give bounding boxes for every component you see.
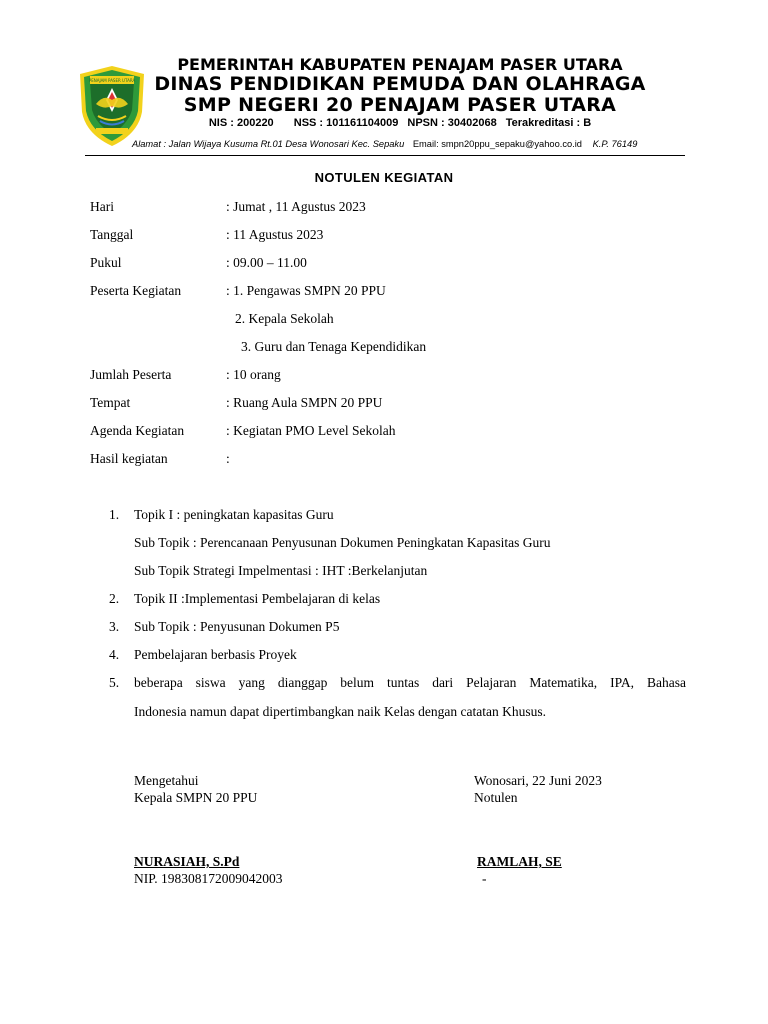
value-peserta-2: 2. Kepala Sekolah	[235, 311, 334, 326]
value-agenda: : Kegiatan PMO Level Sekolah	[226, 423, 396, 438]
sign-left-heading: Mengetahui	[134, 773, 199, 788]
email-text: Email: smpn20ppu_sepaku@yahoo.co.id	[412, 139, 582, 149]
label-tempat: Tempat	[90, 395, 131, 410]
word: dianggap	[277, 675, 328, 690]
word: Bahasa	[646, 675, 686, 690]
document-title: NOTULEN KEGIATAN	[314, 170, 454, 185]
list-number-3: 3.	[109, 619, 120, 634]
word: yang	[238, 675, 265, 690]
word: siswa	[195, 675, 226, 690]
svg-text:PENAJAM PASER UTARA: PENAJAM PASER UTARA	[88, 78, 136, 83]
letterhead-government: PEMERINTAH KABUPATEN PENAJAM PASER UTARA	[177, 55, 623, 74]
sign-right-name: RAMLAH, SE	[477, 854, 562, 869]
result-item-2: Topik II :Implementasi Pembelajaran di kelas	[134, 591, 381, 606]
label-hari: Hari	[90, 199, 114, 214]
value-hari: : Jumat , 11 Agustus 2023	[226, 199, 366, 214]
sign-right-date: Wonosari, 22 Juni 2023	[474, 773, 602, 788]
postal-code-text: K.P. 76149	[592, 139, 638, 149]
label-hasil: Hasil kegiatan	[90, 451, 168, 466]
list-number-5: 5.	[109, 675, 120, 690]
word: Matematika,	[529, 675, 598, 690]
word: Pelajaran	[466, 675, 517, 690]
word: IPA,	[610, 675, 635, 690]
value-tanggal: : 11 Agustus 2023	[226, 227, 324, 242]
result-item-5-line-1	[134, 675, 686, 691]
sign-left-name: NURASIAH, S.Pd	[134, 854, 240, 869]
result-item-3: Sub Topik : Penyusunan Dokumen P5	[134, 619, 340, 634]
result-item-4: Pembelajaran berbasis Proyek	[134, 647, 297, 662]
result-item-5-line-2: Indonesia namun dapat dipertimbangkan naik Kelas dengan catatan Khusus.	[134, 704, 547, 719]
letterhead-department: DINAS PENDIDIKAN PEMUDA DAN OLAHRAGA	[154, 73, 646, 95]
value-hasil: :	[226, 451, 230, 466]
value-peserta-3: 3. Guru dan Tenaga Kependidikan	[241, 339, 427, 354]
sign-right-role: Notulen	[474, 790, 518, 805]
word: dari	[432, 675, 454, 690]
accreditation-text: Terakreditasi : B	[505, 117, 592, 129]
result-item-1: Topik I : peningkatan kapasitas Guru	[134, 507, 334, 522]
result-item-1-sub-1: Sub Topik : Perencanaan Penyusunan Dokumen Peningkatan Kapasitas Guru	[134, 535, 551, 550]
header-divider	[85, 155, 685, 156]
nss-text: NSS : 101161104009	[293, 117, 399, 129]
label-agenda: Agenda Kegiatan	[90, 423, 185, 438]
value-pukul: : 09.00 – 11.00	[226, 255, 307, 270]
result-item-1-sub-2: Sub Topik Strategi Impelmentasi : IHT :Berkelanjutan	[134, 563, 428, 578]
npsn-text: NPSN : 30402068	[407, 117, 497, 129]
word: tuntas	[386, 675, 420, 690]
list-number-2: 2.	[109, 591, 120, 606]
sign-left-nip: NIP. 198308172009042003	[134, 871, 283, 886]
label-peserta: Peserta Kegiatan	[90, 283, 182, 298]
word: beberapa	[134, 675, 183, 690]
nis-text: NIS : 200220	[208, 117, 274, 129]
value-tempat: : Ruang Aula SMPN 20 PPU	[226, 395, 383, 410]
regency-emblem-logo	[76, 64, 148, 148]
address-text: Alamat : Jalan Wijaya Kusuma Rt.01 Desa Wonosari Kec. Sepaku	[132, 139, 405, 149]
value-jumlah-peserta: : 10 orang	[226, 367, 281, 382]
address-line	[132, 139, 637, 149]
label-tanggal: Tanggal	[90, 227, 134, 242]
list-number-4: 4.	[109, 647, 120, 662]
sign-right-nip: -	[482, 871, 487, 886]
label-pukul: Pukul	[90, 255, 122, 270]
school-id-line	[150, 117, 650, 129]
value-peserta-1: : 1. Pengawas SMPN 20 PPU	[226, 283, 386, 298]
label-jumlah-peserta: Jumlah Peserta	[90, 367, 172, 382]
word: belum	[340, 675, 375, 690]
list-number-1: 1.	[109, 507, 120, 522]
letterhead-school: SMP NEGERI 20 PENAJAM PASER UTARA	[183, 94, 617, 116]
sign-left-role: Kepala SMPN 20 PPU	[134, 790, 258, 805]
